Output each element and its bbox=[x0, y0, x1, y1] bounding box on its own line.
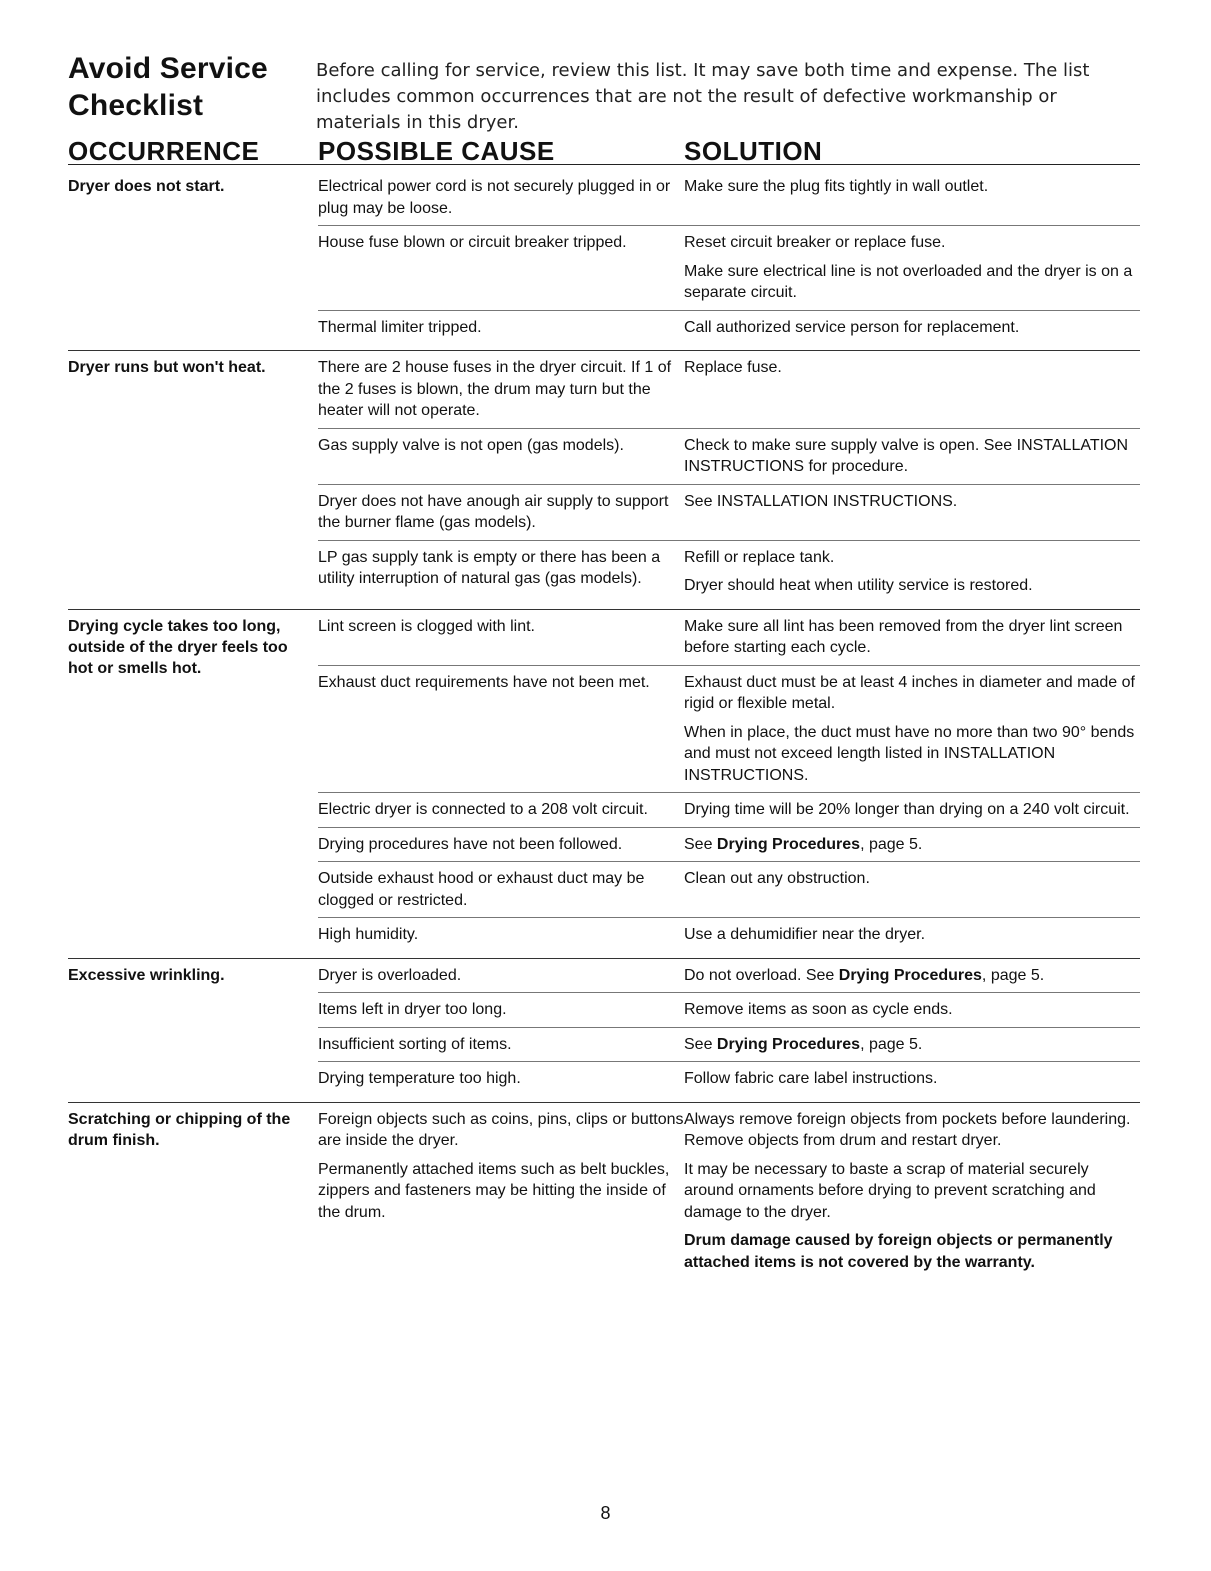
occurrence-label: Dryer does not start. bbox=[68, 178, 225, 195]
cause-text: There are 2 house fuses in the dryer circuit. If 1 of the 2 fuses is blown, the drum may turn but the heater will not operate. bbox=[318, 359, 672, 419]
cause-text: Items left in dryer too long. bbox=[318, 1001, 507, 1018]
solution-cell bbox=[684, 232, 1140, 304]
solution-cell bbox=[684, 317, 1140, 339]
solution-text: Make sure all lint has been removed from the dryer lint screen before starting each cycle. bbox=[684, 617, 1123, 656]
solution-cell bbox=[684, 176, 1140, 219]
solution-text: Use a dehumidifier near the dryer. bbox=[684, 926, 926, 943]
cause-text: Exhaust duct requirements have not been met. bbox=[318, 673, 650, 691]
checklist-table bbox=[68, 170, 1140, 1279]
occurrence-group bbox=[68, 170, 1140, 344]
solution-cell bbox=[684, 868, 1140, 911]
table-row bbox=[318, 1027, 1140, 1062]
solution-cell bbox=[684, 491, 1140, 534]
solution-cell bbox=[684, 1034, 1140, 1056]
solution-cell bbox=[684, 799, 1140, 821]
solution-text-post: , page 5. bbox=[860, 1035, 923, 1053]
cause-text: House fuse blown or circuit breaker tripped. bbox=[318, 234, 627, 251]
cause-text: Electric dryer is connected to a 208 volt circuit. bbox=[318, 801, 648, 818]
table-row bbox=[318, 992, 1140, 1027]
solution-text-pre: Do not overload. See bbox=[684, 966, 839, 984]
cause-text: Lint screen is clogged with lint. bbox=[318, 617, 535, 635]
cause-text: Drying procedures have not been followed. bbox=[318, 835, 623, 853]
possible-cause-cell bbox=[318, 965, 684, 987]
cause-text: Dryer is overloaded. bbox=[318, 966, 462, 984]
possible-cause-cell bbox=[318, 491, 684, 534]
solution-text-pre: See bbox=[684, 835, 717, 853]
warranty-note: Drum damage caused by foreign objects or permanently attached items is not covered by the warranty. bbox=[684, 1232, 1113, 1271]
cause-text: Gas supply valve is not open (gas models). bbox=[318, 436, 624, 454]
occurrence-label: Dryer runs but won't heat. bbox=[68, 359, 266, 376]
possible-cause-cell bbox=[318, 1034, 684, 1056]
occurrence-header: OCCURRENCE bbox=[68, 136, 260, 166]
cause-text: Permanently attached items such as belt buckles, zippers and fasteners may be hitting the inside of the drum. bbox=[318, 1160, 670, 1221]
table-row bbox=[318, 665, 1140, 793]
solution-text: Clean out any obstruction. bbox=[684, 870, 870, 887]
solution-text: Dryer should heat when utility service is restored. bbox=[684, 577, 1033, 594]
occurrence-group bbox=[68, 610, 1140, 952]
solution-cell bbox=[684, 834, 1140, 856]
page-title-line2: Checklist bbox=[68, 89, 204, 122]
intro-paragraph: Before calling for service, review this list. It may save both time and expense. The list includes common occurrences that are not the result of defective workmanship or materials in this dryer. bbox=[316, 60, 1090, 133]
solution-text: Call authorized service person for replacement. bbox=[684, 318, 1020, 336]
occurrence-label: Excessive wrinkling. bbox=[68, 966, 225, 984]
solution-cell bbox=[684, 357, 1140, 422]
table-row bbox=[318, 428, 1140, 484]
solution-text-post: , page 5. bbox=[860, 835, 923, 853]
solution-text: See INSTALLATION INSTRUCTIONS. bbox=[684, 492, 958, 510]
table-row bbox=[318, 959, 1140, 993]
cause-text: Electrical power cord is not securely plugged in or plug may be loose. bbox=[318, 178, 671, 217]
solution-text: Replace fuse. bbox=[684, 359, 782, 376]
solution-cell bbox=[684, 1109, 1140, 1274]
table-row bbox=[318, 610, 1140, 665]
solution-text: Make sure the plug fits tightly in wall outlet. bbox=[684, 178, 989, 195]
solution-text bbox=[684, 834, 1140, 856]
table-row bbox=[318, 917, 1140, 952]
possible-cause-cell bbox=[318, 834, 684, 856]
table-row bbox=[318, 827, 1140, 862]
occurrence-group bbox=[68, 1103, 1140, 1280]
possible-cause-header: POSSIBLE CAUSE bbox=[318, 136, 555, 166]
table-row bbox=[318, 1103, 1140, 1280]
solution-cell bbox=[684, 616, 1140, 659]
solution-text bbox=[684, 1034, 1140, 1056]
solution-text: Reset circuit breaker or replace fuse. bbox=[684, 234, 946, 251]
cause-text: LP gas supply tank is empty or there has been a utility interruption of natural gas (gas models). bbox=[318, 548, 661, 587]
solution-text-bold: Drying Procedures bbox=[716, 1035, 861, 1053]
solution-cell bbox=[684, 435, 1140, 478]
table-row bbox=[318, 1061, 1140, 1096]
solution-header: SOLUTION bbox=[684, 136, 823, 166]
title-block bbox=[68, 50, 268, 124]
solution-cell bbox=[684, 547, 1140, 597]
solution-cell bbox=[684, 924, 1140, 946]
possible-cause-cell bbox=[318, 799, 684, 821]
possible-cause-cell bbox=[318, 357, 684, 422]
solution-text: Exhaust duct must be at least 4 inches in diameter and made of rigid or flexible metal. bbox=[684, 673, 1135, 712]
solution-text: Remove items as soon as cycle ends. bbox=[684, 1001, 953, 1018]
table-row bbox=[318, 351, 1140, 428]
occurrence-label: Drying cycle takes too long, outside of the dryer feels too hot or smells hot. bbox=[68, 617, 288, 677]
possible-cause-cell bbox=[318, 435, 684, 478]
solution-text: Check to make sure supply valve is open. See INSTALLATION INSTRUCTIONS for procedure. bbox=[684, 436, 1129, 475]
table-row bbox=[318, 861, 1140, 917]
possible-cause-cell bbox=[318, 1068, 684, 1090]
table-row bbox=[318, 170, 1140, 225]
header-rule bbox=[68, 164, 1140, 165]
possible-cause-cell bbox=[318, 317, 684, 339]
table-row bbox=[318, 310, 1140, 345]
solution-text: Drying time will be 20% longer than drying on a 240 volt circuit. bbox=[684, 801, 1130, 818]
solution-cell bbox=[684, 672, 1140, 787]
possible-cause-cell bbox=[318, 868, 684, 911]
cause-text: Thermal limiter tripped. bbox=[318, 318, 482, 336]
solution-text bbox=[684, 965, 1140, 987]
cause-text: Dryer does not have anough air supply to support the burner flame (gas models). bbox=[318, 492, 669, 531]
cause-text: High humidity. bbox=[318, 926, 419, 943]
solution-cell bbox=[684, 999, 1140, 1021]
cause-text: Drying temperature too high. bbox=[318, 1070, 521, 1087]
table-row bbox=[318, 792, 1140, 827]
possible-cause-cell bbox=[318, 1109, 684, 1274]
page-number: 8 bbox=[600, 1503, 611, 1523]
solution-text: It may be necessary to baste a scrap of material securely around ornaments before drying to prevent scratching and damage to the dryer. bbox=[684, 1160, 1096, 1221]
cause-text: Foreign objects such as coins, pins, clips or buttons are inside the dryer. bbox=[318, 1110, 684, 1149]
page-title-line1: Avoid Service bbox=[68, 52, 268, 85]
occurrence-group bbox=[68, 351, 1140, 603]
solution-text: Make sure electrical line is not overloaded and the dryer is on a separate circuit. bbox=[684, 262, 1133, 301]
solution-text-post: , page 5. bbox=[981, 966, 1045, 984]
possible-cause-cell bbox=[318, 999, 684, 1021]
occurrence-group bbox=[68, 959, 1140, 1096]
solution-text: Refill or replace tank. bbox=[684, 548, 835, 566]
solution-text: When in place, the duct must have no more than two 90° bends and must not exceed length listed in INSTALLATION INSTRUCTIONS. bbox=[684, 723, 1135, 784]
solution-text-pre: See bbox=[684, 1035, 717, 1053]
possible-cause-cell bbox=[318, 924, 684, 946]
table-row bbox=[318, 484, 1140, 540]
solution-text: Follow fabric care label instructions. bbox=[684, 1070, 938, 1087]
solution-cell bbox=[684, 1068, 1140, 1090]
solution-text-bold: Drying Procedures bbox=[716, 835, 861, 853]
solution-text-bold: Drying Procedures bbox=[838, 966, 982, 984]
table-row bbox=[318, 540, 1140, 603]
cause-text: Insufficient sorting of items. bbox=[318, 1035, 512, 1053]
solution-cell bbox=[684, 965, 1140, 987]
possible-cause-cell bbox=[318, 672, 684, 787]
possible-cause-cell bbox=[318, 176, 684, 219]
solution-text: Always remove foreign objects from pockets before laundering. Remove objects from drum and restart dryer. bbox=[684, 1110, 1131, 1149]
cause-text: Outside exhaust hood or exhaust duct may be clogged or restricted. bbox=[318, 870, 645, 909]
possible-cause-cell bbox=[318, 547, 684, 597]
table-row bbox=[318, 225, 1140, 310]
possible-cause-cell bbox=[318, 616, 684, 659]
occurrence-label: Scratching or chipping of the drum finish. bbox=[68, 1110, 291, 1149]
possible-cause-cell bbox=[318, 232, 684, 304]
